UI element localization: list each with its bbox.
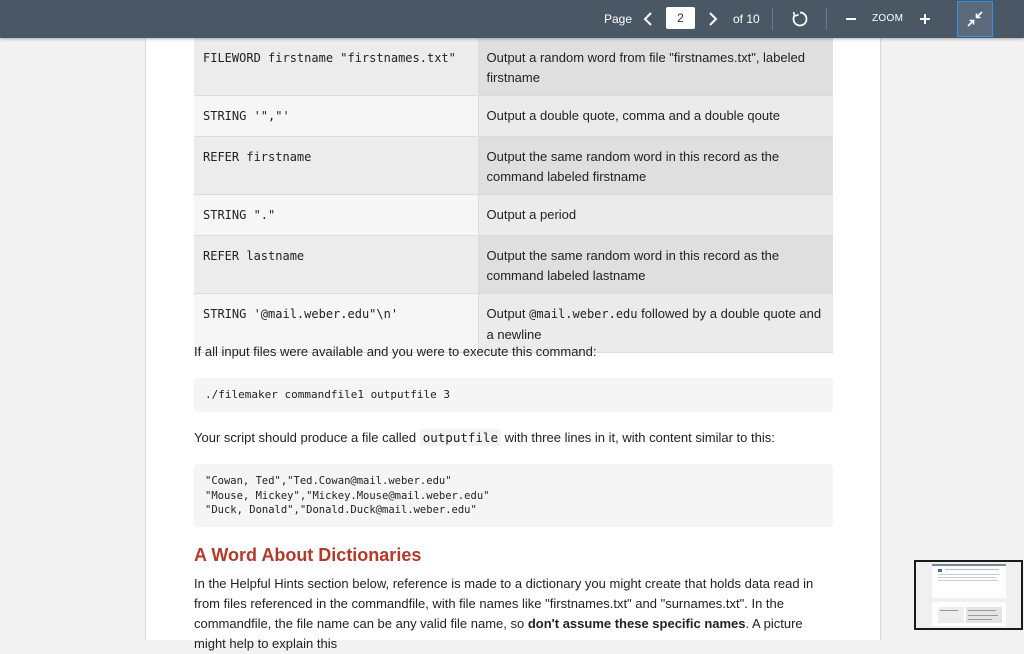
section-heading: A Word About Dictionaries — [194, 545, 422, 565]
page-number-input[interactable] — [666, 7, 695, 29]
page-thumbnail[interactable] — [914, 560, 1023, 630]
inline-code: outputfile — [420, 429, 501, 446]
paragraph-text: In the Helpful Hints section below, reference is made to a dictionary you might create that holds data read in from files referenced in the commandfile, with file names like "firstnames.txt" and "surnames.txt". In the commandfile, the file name can be any valid file name, so — [194, 576, 814, 631]
table-row — [194, 38, 833, 96]
rotate-button[interactable] — [790, 9, 810, 29]
output-code-block — [194, 464, 833, 527]
chevron-right-icon — [707, 11, 719, 27]
next-page-button[interactable] — [703, 9, 723, 29]
toolbar-divider — [826, 8, 827, 30]
emphasis-text: don't assume these specific names — [527, 616, 746, 631]
previous-page-button[interactable] — [638, 9, 658, 29]
description-text: Output — [486, 306, 530, 321]
command-cell: REFER firstname — [194, 137, 478, 195]
zoom-label: ZOOM — [872, 13, 904, 24]
page-count-label: of 10 — [733, 12, 760, 26]
command-cell: FILEWORD firstname "firstnames.txt" — [194, 38, 478, 96]
command-cell: STRING '@mail.weber.edu"\n' — [194, 294, 478, 353]
command-cell: STRING '","' — [194, 96, 478, 137]
code-line: "Cowan, Ted","Ted.Cowan@mail.weber.edu" — [205, 475, 452, 487]
table-row — [194, 195, 833, 236]
toolbar-divider — [772, 8, 773, 30]
paragraph-text: with three lines in it, with content similar to this: — [500, 430, 775, 445]
paragraph-execute: If all input files were available and you were to execute this command: — [194, 344, 597, 359]
plus-icon — [918, 12, 932, 26]
zoom-out-button[interactable] — [841, 9, 861, 29]
paragraph-produce — [194, 428, 834, 448]
table-row — [194, 137, 833, 195]
description-text: followed by a double quote and a newline — [486, 306, 822, 342]
document-page — [145, 38, 881, 651]
pdf-toolbar — [0, 0, 1024, 38]
description-cell: Output a period — [478, 195, 833, 236]
table-row — [194, 236, 833, 294]
zoom-in-button[interactable] — [915, 9, 935, 29]
code-line: "Mouse, Mickey","Mickey.Mouse@mail.weber.edu" — [205, 489, 490, 502]
command-code-block: ./filemaker commandfile1 outputfile 3 — [194, 378, 833, 412]
minus-icon — [844, 12, 858, 26]
code-line: "Duck, Donald","Donald.Duck@mail.weber.edu" — [205, 504, 477, 516]
chevron-left-icon — [642, 11, 654, 27]
rotate-icon — [791, 10, 809, 28]
command-table — [194, 38, 833, 353]
command-cell: REFER lastname — [194, 236, 478, 294]
description-cell: Output the same random word in this record as the command labeled firstname — [478, 137, 833, 195]
description-cell: Output the same random word in this record as the command labeled lastname — [478, 236, 833, 294]
description-cell: Output a double quote, comma and a double qoute — [478, 96, 833, 137]
page-label: Page — [604, 12, 633, 26]
description-cell: Output a random word from file "firstnames.txt", labeled firstname — [478, 38, 833, 96]
paragraph-dictionaries — [194, 574, 834, 654]
paragraph-text: . A picture might help to explain this — [194, 616, 803, 651]
collapse-icon — [967, 11, 983, 27]
thumbnail-preview — [916, 562, 1021, 628]
paragraph-text: Your script should produce a file called — [194, 430, 420, 445]
command-cell: STRING "." — [194, 195, 478, 236]
exit-fullscreen-button[interactable] — [957, 1, 993, 37]
table-row — [194, 96, 833, 137]
inline-code: @mail.weber.edu — [529, 307, 638, 321]
